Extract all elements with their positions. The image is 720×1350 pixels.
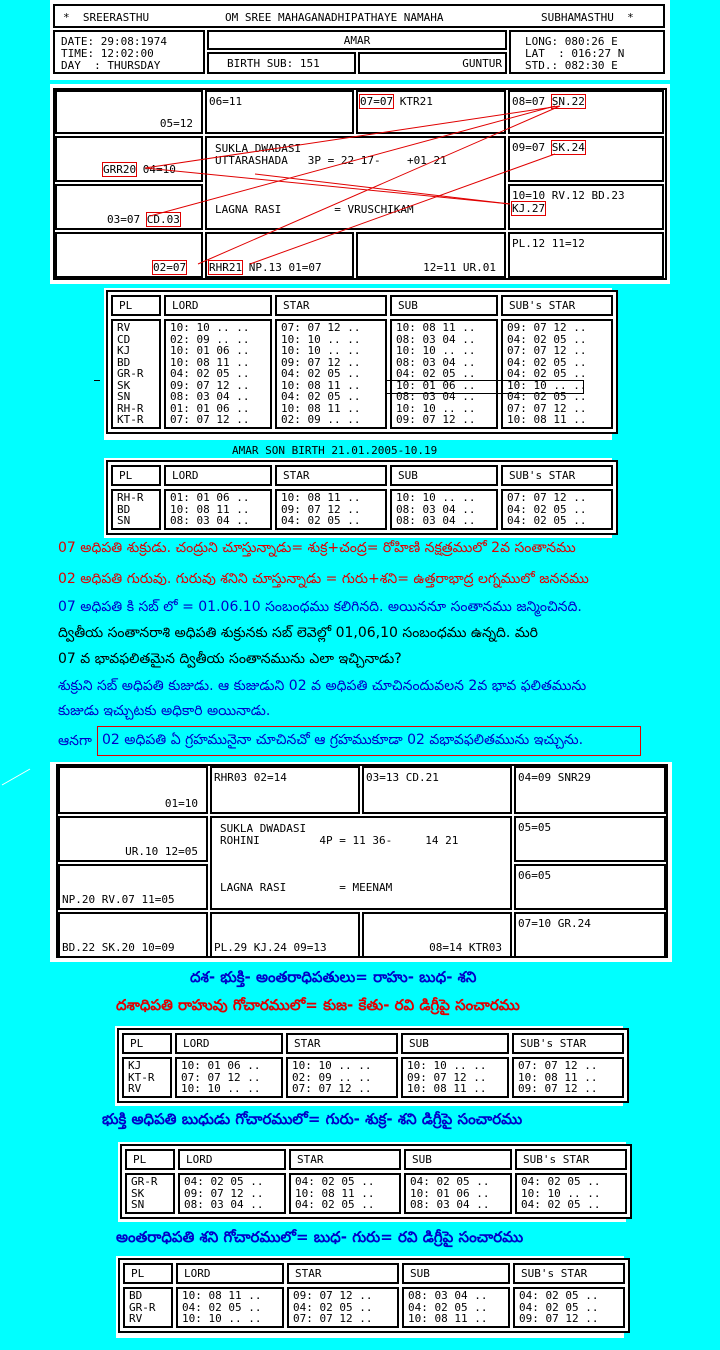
t5-col-star: STAR (287, 1263, 399, 1284)
t4-col-lord: LORD (178, 1149, 286, 1170)
header-title-bar (53, 4, 665, 28)
c24-text: 09=07 (512, 141, 546, 154)
s-c42-text: PL.29 KJ.24 09=13 (214, 941, 327, 954)
header-left: * SREERASTHU (63, 11, 150, 24)
birth-sub: BIRTH SUB: 151 (227, 57, 320, 70)
t5-pl: BD GR-R RV (123, 1287, 173, 1328)
c13-highlight: 07=07 (360, 95, 394, 108)
text-line-2: 02 అధిపతి గురువు. గురువు శనిని చూస్తున్నాడు = గురు+శని= ఉత్తరాభాద్ర లగ్నములో జననము (58, 571, 589, 587)
header-time: TIME: 12:02:00 (61, 47, 154, 60)
t2-col-star: STAR (275, 465, 387, 486)
header-panel (50, 0, 670, 80)
c42-highlight: RHR21 (209, 261, 243, 274)
c14-highlight: SN.22 (551, 95, 585, 108)
latitude: LAT : 016:27 N (525, 47, 625, 60)
chart-house-c21 (55, 136, 203, 182)
s-c12-a: RHR03 (214, 771, 248, 784)
son-house-c41 (58, 912, 208, 958)
t2-col-subs-star: SUB's STAR (501, 465, 613, 486)
col-subs-star: SUB's STAR (501, 295, 613, 316)
s-c44-text: 07=10 GR.24 (518, 917, 591, 930)
text-line-8: 02 అధిపతి ఏ గ్రహమునైనా చూచినచో ఆ గ్రహముకూడా 02 వభావఫలితమును ఇచ్చును. (102, 732, 584, 748)
dasa-heading: దశ- భుక్తి- అంతరాధిపతులు= రాహు- బుధ- శని (190, 968, 477, 986)
t3-sub: 10: 10 .. .. 09: 07 12 .. 10: 08 11 .. (401, 1057, 509, 1098)
row-marker-dash (94, 380, 100, 381)
c21-text: 04=10 (142, 163, 176, 176)
s-c43-text: 08=14 KTR03 (429, 941, 502, 954)
chart-house-c11 (55, 90, 203, 134)
col-star: STAR (275, 295, 387, 316)
son-chart-center (210, 816, 512, 910)
chart-house-c24 (508, 136, 664, 182)
decorative-slash (0, 755, 40, 795)
t4-col-pl: PL (125, 1149, 175, 1170)
son-house-c44 (514, 912, 666, 958)
t3-lord: 10: 01 06 .. 07: 07 12 .. 10: 10 .. .. (175, 1057, 283, 1098)
t3-star: 10: 10 .. .. 02: 09 .. .. 07: 07 12 .. (286, 1057, 398, 1098)
s-c12-b: 02=14 (253, 771, 287, 784)
c11-text: 05=12 (159, 117, 193, 130)
text-line-8-lead: ఆనగా (58, 733, 92, 749)
dasa-lord-heading: దశాధిపతి రాహువు గోచారములో= కుజ- కేతు- రవి డిగ్రీపై సంచారము (116, 996, 520, 1014)
header-name-box (207, 30, 507, 50)
son-house-c24 (514, 816, 666, 862)
t4-lord: 04: 02 05 .. 09: 07 12 .. 08: 03 04 .. (178, 1173, 286, 1214)
c21-highlight: GRR20 (103, 163, 137, 176)
chart-house-c14 (508, 90, 664, 134)
t2-subs: 07: 07 12 .. 04: 02 05 .. 04: 02 05 .. (501, 489, 613, 530)
c34-text: 10=10 RV.12 BD.23 (512, 189, 625, 202)
chart-house-c43 (356, 232, 506, 278)
t5-sub: 08: 03 04 .. 04: 02 05 .. 10: 08 11 .. (402, 1287, 510, 1328)
t4-col-subs-star: SUB's STAR (515, 1149, 627, 1170)
son-lagna-rasi: LAGNA RASI = MEENAM (220, 881, 393, 894)
chart-house-c42 (205, 232, 354, 278)
t5-col-sub: SUB (402, 1263, 510, 1284)
t1-subs: 09: 07 12 .. 04: 02 05 .. 07: 07 12 .. 04: 02 05 .. 04: 02 05 .. 10: 10 .. .. 04: 02 05 .. 07: 07 12 .. 10: 08 11 .. (501, 319, 613, 429)
t5-col-pl: PL (123, 1263, 173, 1284)
c12-text: 06=11 (209, 95, 243, 108)
son-house-c14 (514, 766, 666, 814)
header-day: DAY : THURSDAY (61, 59, 161, 72)
kp-table-4 (120, 1144, 632, 1219)
chart-house-c44 (508, 232, 664, 278)
c44-text: PL.12 11=12 (512, 237, 585, 250)
sk-row-highlight (386, 380, 584, 394)
header-date: DATE: 29:08:1974 (61, 35, 167, 48)
chart-house-c31 (55, 184, 203, 230)
chart-house-c34 (508, 184, 664, 230)
c14-text: 08=07 (512, 95, 546, 108)
c13-text: KTR21 (399, 95, 433, 108)
longitude: LONG: 080:26 E (525, 35, 618, 48)
son-nakshatra: ROHINI 4P = 11 36- 14 21 (220, 834, 459, 847)
c42-text: NP.13 01=07 (248, 261, 322, 274)
kp-table-3 (117, 1028, 629, 1103)
s-c24-text: 05=05 (518, 821, 552, 834)
highlighted-rule-box (97, 726, 641, 756)
son-tithi: SUKLA DWADASI (220, 822, 307, 835)
t2-col-pl: PL (111, 465, 161, 486)
t5-col-subs-star: SUB's STAR (513, 1263, 625, 1284)
kp-table-2 (106, 460, 618, 535)
t4-pl: GR-R SK SN (125, 1173, 175, 1214)
t5-lord: 10: 08 11 .. 04: 02 05 .. 10: 10 .. .. (176, 1287, 284, 1328)
c43-text: 12=11 UR.01 (423, 261, 496, 274)
t4-col-star: STAR (289, 1149, 401, 1170)
t3-col-subs-star: SUB's STAR (512, 1033, 624, 1054)
son-house-c42 (210, 912, 360, 958)
t4-star: 04: 02 05 .. 10: 08 11 .. 04: 02 05 .. (289, 1173, 401, 1214)
son-house-c34 (514, 864, 666, 910)
tithi: SUKLA DWADASI (215, 142, 302, 155)
s-c41-text: BD.22 SK.20 10=09 (62, 941, 175, 954)
s-c21-text: UR.10 12=05 (125, 845, 198, 858)
bhukti-lord-heading: భుక్తి అధిపతి బుధుడు గోచారములో= గురు- శుక్ర- శని డిగ్రీపై సంచారము (102, 1110, 523, 1128)
t2-lord: 01: 01 06 .. 10: 08 11 .. 08: 03 04 .. (164, 489, 272, 530)
text-line-4: ద్వితీయ సంతానరాశి అధిపతి శుక్రునకు సబ్ లెవెల్లో 01,06,10 సంబంధము ఉన్నది. మరి (58, 625, 538, 641)
c34-highlight: KJ.27 (512, 202, 546, 215)
t3-subs: 07: 07 12 .. 10: 08 11 .. 09: 07 12 .. (512, 1057, 624, 1098)
son-birth-title: AMAR SON BIRTH 21.01.2005-10.19 (232, 444, 438, 457)
t5-col-lord: LORD (176, 1263, 284, 1284)
kp-table-5 (118, 1258, 630, 1333)
header-right: SUBHAMASTHU * (541, 11, 634, 24)
col-sub: SUB (390, 295, 498, 316)
text-line-3: 07 అధిపతి కి సబ్ లో = 01.06.10 సంబంధము కలిగినది. అయిననూ సంతానము జన్మించినది. (58, 599, 582, 615)
header-place-box (358, 52, 507, 74)
birth-chart-panel (50, 84, 670, 284)
t5-subs: 04: 02 05 .. 04: 02 05 .. 09: 07 12 .. (513, 1287, 625, 1328)
c31-text: 03=07 (107, 213, 141, 226)
lagna-rasi: LAGNA RASI = VRUSCHIKAM (215, 203, 414, 216)
birth-place: GUNTUR (462, 57, 502, 70)
t2-pl: RH-R BD SN (111, 489, 161, 530)
son-house-c31 (58, 864, 208, 910)
t2-star: 10: 08 11 .. 09: 07 12 .. 04: 02 05 .. (275, 489, 387, 530)
t2-col-lord: LORD (164, 465, 272, 486)
text-line-1: 07 అధిపతి శుక్రుడు. చంద్రుని చూస్తున్నాడు= శుక్ర+చంద్ర= రోహిణి నక్షత్రములో 2వ సంతానము (58, 540, 576, 556)
t1-pl: RV CD KJ BD GR-R SK SN RH-R KT-R (111, 319, 161, 429)
t3-pl: KJ KT-R RV (122, 1057, 172, 1098)
t4-subs: 04: 02 05 .. 10: 10 .. .. 04: 02 05 .. (515, 1173, 627, 1214)
text-line-6: శుక్రుని సబ్ అధిపతి కుజుడు. ఆ కుజుడుని 02 వ అధిపతి చూచినందువలన 2వ భావ ఫలితమును (58, 678, 587, 694)
t3-col-lord: LORD (175, 1033, 283, 1054)
son-house-c21 (58, 816, 208, 862)
s-c13-text: 03=13 CD.21 (366, 771, 439, 784)
son-house-c43 (362, 912, 512, 958)
c24-highlight: SK.24 (551, 141, 585, 154)
son-house-c12 (210, 766, 360, 814)
native-name: AMAR (343, 34, 371, 47)
t4-col-sub: SUB (404, 1149, 512, 1170)
t5-star: 09: 07 12 .. 04: 02 05 .. 07: 07 12 .. (287, 1287, 399, 1328)
t3-col-sub: SUB (401, 1033, 509, 1054)
kp-table-1 (106, 290, 618, 434)
t1-lord: 10: 10 .. .. 02: 09 .. .. 10: 01 06 .. 10: 08 11 .. 04: 02 05 .. 09: 07 12 .. 08: 03 04 .. 01: 01 06 .. 07: 07 12 .. (164, 319, 272, 429)
t2-col-sub: SUB (390, 465, 498, 486)
chart-house-c13 (356, 90, 506, 134)
header-center: OM SREE MAHAGANADHIPATHAYE NAMAHA (225, 11, 444, 24)
col-lord: LORD (164, 295, 272, 316)
chart-house-c12 (205, 90, 354, 134)
chart-house-c41 (55, 232, 203, 278)
s-c34-text: 06=05 (518, 869, 552, 882)
text-line-5: 07 వ భావఫలితమైన ద్వితీయ సంతానమును ఎలా ఇచ్చినాడు? (58, 651, 402, 667)
header-date-box (53, 30, 205, 74)
header-coords-box (509, 30, 665, 74)
chart-center (205, 136, 506, 230)
s-c11-text: 01=10 (164, 797, 198, 810)
t3-col-pl: PL (122, 1033, 172, 1054)
standard-meridian: STD.: 082:30 E (525, 59, 618, 72)
son-chart-panel (50, 762, 672, 962)
col-pl: PL (111, 295, 161, 316)
c41-highlight: 02=07 (153, 261, 187, 274)
s-c14-text: 04=09 SNR29 (518, 771, 591, 784)
s-c31-text: NP.20 RV.07 11=05 (62, 893, 175, 906)
text-line-7: కుజుడు ఇచ్చుటకు అధికారి అయినాడు. (58, 703, 271, 719)
t2-sub: 10: 10 .. .. 08: 03 04 .. 08: 03 04 .. (390, 489, 498, 530)
header-birthsub-box (207, 52, 356, 74)
t1-star: 07: 07 12 .. 10: 10 .. .. 10: 10 .. .. 09: 07 12 .. 04: 02 05 .. 10: 08 11 .. 04: 02 05 .. 10: 08 11 .. 02: 09 .. .. (275, 319, 387, 429)
t1-sub: 10: 08 11 .. 08: 03 04 .. 10: 10 .. .. 08: 03 04 .. 04: 02 05 .. 10: 01 06 .. 08: 03 04 .. 10: 10 .. .. 09: 07 12 .. (390, 319, 498, 429)
t3-col-star: STAR (286, 1033, 398, 1054)
son-house-c11 (58, 766, 208, 814)
nakshatra: UTTARASHADA 3P = 22 17- +01 21 (215, 154, 447, 167)
c31-highlight: CD.03 (146, 213, 180, 226)
antara-lord-heading: అంతరాధిపతి శని గోచారములో= బుధ- గురు= రవి డిగ్రీపై సంచారము (116, 1228, 524, 1246)
t4-sub: 04: 02 05 .. 10: 01 06 .. 08: 03 04 .. (404, 1173, 512, 1214)
son-house-c13 (362, 766, 512, 814)
